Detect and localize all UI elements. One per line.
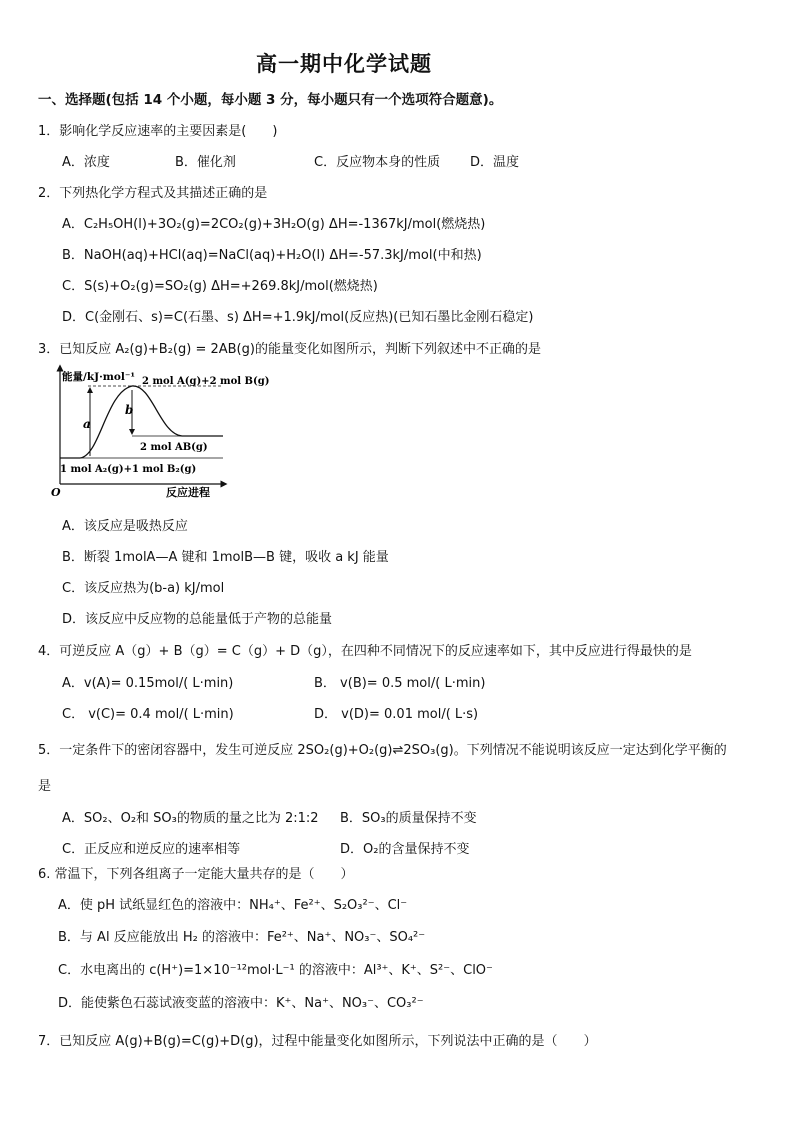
label-b: b	[125, 403, 134, 417]
question-stem: 5．一定条件下的密闭容器中，发生可逆反应 2SO₂(g)+O₂(g)⇌2SO₃(g)。下列情况不能说明该反应一定达到化学平衡的	[38, 743, 727, 758]
option-c: C．S(s)+O₂(g)=SO₂(g) ΔH=+269.8kJ/mol(燃烧热)	[62, 279, 378, 294]
question-stem-continued: 是	[38, 779, 52, 794]
option-c: C．该反应热为(b-a) kJ/mol	[62, 581, 225, 596]
option-a: A．C₂H₅OH(l)+3O₂(g)=2CO₂(g)+3H₂O(g) ΔH=-1367kJ/mol(燃烧热)	[62, 217, 486, 232]
x-axis-label: 反应进程	[166, 486, 210, 499]
option-c: C．反应物本身的性质	[314, 155, 441, 170]
question-stem: 4．可逆反应 A（g）+ B（g）= C（g）+ D（g），在四种不同情况下的反应速率如下，其中反应进行得最快的是	[38, 644, 692, 659]
option-b: B．NaOH(aq)+HCl(aq)=NaCl(aq)+H₂O(l) ΔH=-57.3kJ/mol(中和热)	[62, 248, 482, 263]
option-a: A．使 pH 试纸显红色的溶液中：NH₄⁺、Fe²⁺、S₂O₃²⁻、Cl⁻	[58, 898, 408, 913]
section-heading: 一、选择题(包括 14 个小题，每小题 3 分，每小题只有一个选项符合题意)。	[38, 92, 503, 108]
option-d: D．能使紫色石蕊试液变蓝的溶液中：K⁺、Na⁺、NO₃⁻、CO₃²⁻	[58, 996, 424, 1011]
question-stem: 3．已知反应 A₂(g)+B₂(g) = 2AB(g)的能量变化如图所示，判断下列叙述中不正确的是	[38, 342, 541, 357]
label-a: a	[83, 417, 91, 431]
option-a: A．SO₂、O₂和 SO₃的物质的量之比为 2:1:2	[62, 811, 319, 826]
option-a: A．浓度	[62, 155, 110, 170]
page-title: 高一期中化学试题	[256, 52, 432, 76]
option-d: D．温度	[470, 155, 520, 170]
y-axis-label: 能量/kJ·mol⁻¹	[62, 371, 135, 383]
option-b: B．与 Al 反应能放出 H₂ 的溶液中：Fe²⁺、Na⁺、NO₃⁻、SO₄²⁻	[58, 930, 426, 945]
option-b: B． v(B)= 0.5 mol/( L·min)	[314, 676, 486, 691]
mid-level-label: 2 mol AB(g)	[140, 442, 208, 453]
option-d: D．O₂的含量保持不变	[340, 842, 470, 857]
option-a: A．v(A)= 0.15mol/( L·min)	[62, 676, 234, 691]
option-a: A．该反应是吸热反应	[62, 519, 188, 534]
option-b: B．断裂 1molA—A 键和 1molB—B 键，吸收 a kJ 能量	[62, 550, 389, 565]
question-stem: 7．已知反应 A(g)+B(g)=C(g)+D(g)，过程中能量变化如图所示，下列说法中正确的是（ ）	[38, 1034, 597, 1049]
question-stem: 2．下列热化学方程式及其描述正确的是	[38, 186, 268, 201]
option-d: D．C(金刚石、s)=C(石墨、s) ΔH=+1.9kJ/mol(反应热)(已知石墨比金刚石稳定)	[62, 310, 534, 325]
option-c: C．水电离出的 c(H⁺)=1×10⁻¹²mol·L⁻¹ 的溶液中：Al³⁺、K⁺、S²⁻、ClO⁻	[58, 963, 493, 978]
option-d: D． v(D)= 0.01 mol/( L·s)	[314, 707, 479, 722]
origin-label: O	[51, 486, 61, 499]
option-b: B．催化剂	[175, 155, 236, 170]
question-stem: 1．影响化学反应速率的主要因素是( )	[38, 124, 278, 139]
bottom-level-label: 1 mol A₂(g)+1 mol B₂(g)	[60, 464, 197, 475]
top-level-label: 2 mol A(g)+2 mol B(g)	[142, 376, 270, 387]
question-stem: 6. 常温下，下列各组离子一定能大量共存的是（ ）	[38, 867, 354, 882]
option-c: C．正反应和逆反应的速率相等	[62, 842, 241, 857]
option-b: B．SO₃的质量保持不变	[340, 811, 477, 826]
option-d: D．该反应中反应物的总能量低于产物的总能量	[62, 612, 333, 627]
option-c: C． v(C)= 0.4 mol/( L·min)	[62, 707, 234, 722]
energy-diagram	[48, 364, 270, 502]
